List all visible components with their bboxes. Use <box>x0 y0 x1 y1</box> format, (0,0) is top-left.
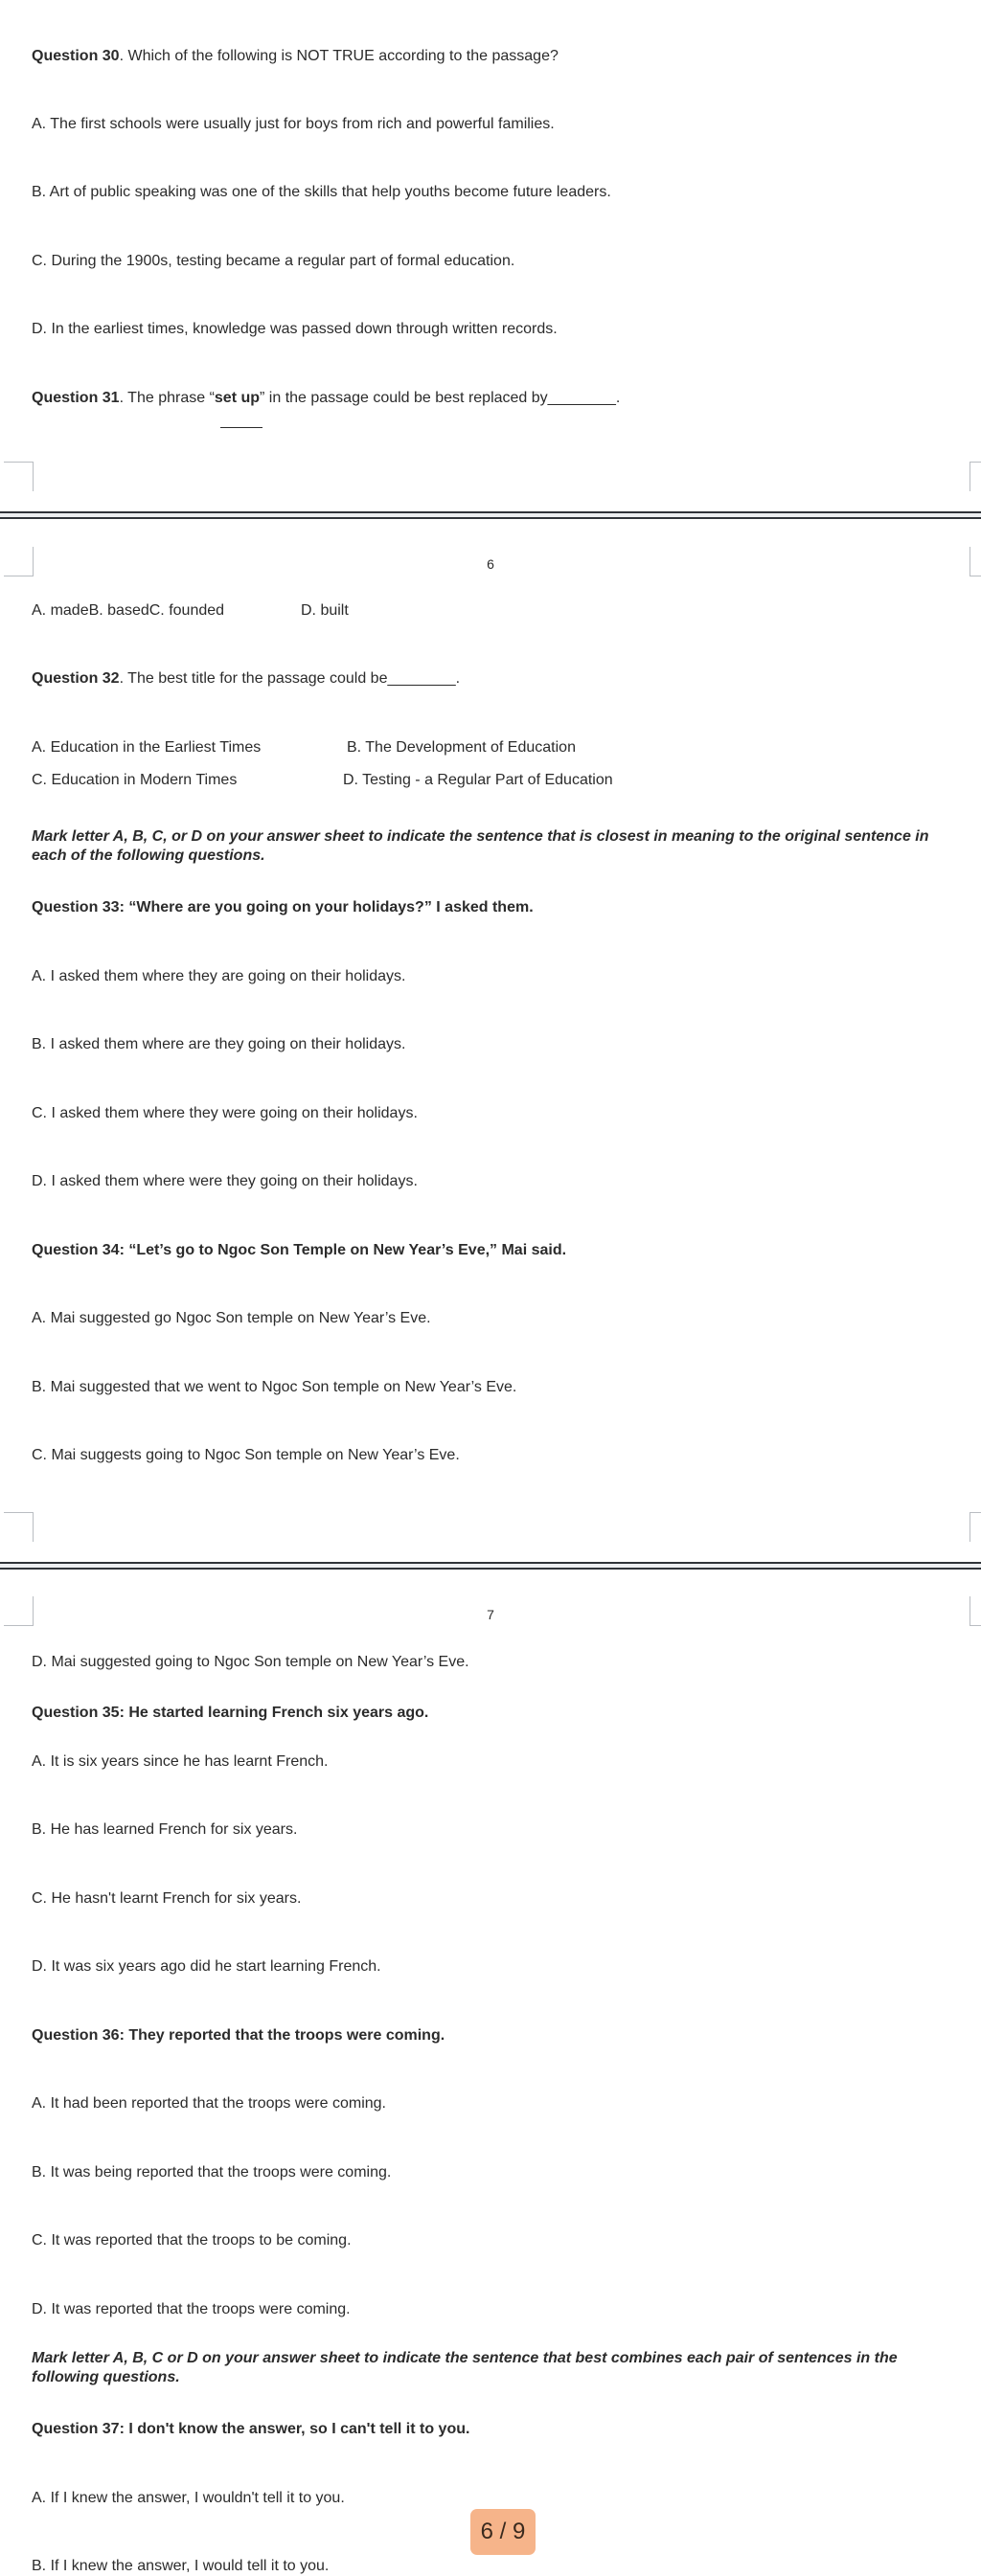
question-text: ” in the passage could be best replaced by________. <box>260 390 621 406</box>
q31-options-row <box>32 601 224 621</box>
page-corner-mark <box>970 462 981 491</box>
q34-option-b: B. Mai suggested that we went to Ngoc Son temple on New Year’s Eve. <box>32 1379 517 1395</box>
question-text: . The best title for the passage could be________. <box>119 670 461 687</box>
q31-option-a: A. made <box>32 602 89 619</box>
page-corner-mark <box>970 1512 981 1542</box>
question-34-title: Question 34: “Let’s go to Ngoc Son Temple on New Year’s Eve,” Mai said. <box>32 1242 567 1258</box>
question-32-title <box>32 669 460 689</box>
question-37-title: Question 37: I don't know the answer, so I can't tell it to you. <box>32 2421 470 2437</box>
question-phrase: set up <box>214 390 261 406</box>
blank-line <box>220 427 262 428</box>
q32-option-b: B. The Development of Education <box>347 739 576 756</box>
q32-option-c: C. Education in Modern Times <box>32 772 238 788</box>
q36-option-c: C. It was reported that the troops to be coming. <box>32 2232 352 2248</box>
q32-option-a: A. Education in the Earliest Times <box>32 739 262 756</box>
question-number: Question 32 <box>32 670 120 687</box>
q31-option-d: D. built <box>301 602 349 619</box>
q36-option-b: B. It was being reported that the troops were coming. <box>32 2164 392 2181</box>
q33-option-d: D. I asked them where were they going on their holidays. <box>32 1173 418 1189</box>
instruction-combine-sentences: Mark letter A, B, C or D on your answer sheet to indicate the sentence that best combines each pair of sentences in the following questions. <box>32 2350 898 2385</box>
question-35-title: Question 35: He started learning French six years ago. <box>32 1705 429 1721</box>
question-31-title <box>32 389 620 408</box>
question-30-title <box>32 47 559 66</box>
page-corner-mark <box>4 1512 34 1542</box>
q32-option-d: D. Testing - a Regular Part of Education <box>343 772 613 788</box>
question-number: Question 30 <box>32 48 120 64</box>
question-36-title: Question 36: They reported that the troops were coming. <box>32 2027 445 2044</box>
page-separator <box>0 511 981 519</box>
q37-option-b: B. If I knew the answer, I would tell it to you. <box>32 2558 330 2574</box>
q30-option-a: A. The first schools were usually just for boys from rich and powerful families. <box>32 116 555 132</box>
question-text: . Which of the following is NOT TRUE according to the passage? <box>119 48 559 64</box>
q36-option-d: D. It was reported that the troops were coming. <box>32 2301 351 2317</box>
q34-option-d: D. Mai suggested going to Ngoc Son temple on New Year’s Eve. <box>32 1654 469 1670</box>
page-corner-mark <box>4 462 34 491</box>
q33-option-b: B. I asked them where are they going on their holidays. <box>32 1036 406 1052</box>
q31-option-b: B. based <box>88 602 149 619</box>
q35-option-a: A. It is six years since he has learnt French. <box>32 1753 329 1770</box>
page-number: 7 <box>487 1607 494 1622</box>
q35-option-c: C. He hasn't learnt French for six years. <box>32 1890 302 1907</box>
q35-option-b: B. He has learned French for six years. <box>32 1821 298 1838</box>
q35-option-d: D. It was six years ago did he start learning French. <box>32 1958 381 1975</box>
page-separator <box>0 1562 981 1570</box>
q36-option-a: A. It had been reported that the troops were coming. <box>32 2095 386 2112</box>
question-text: . The phrase “ <box>119 390 215 406</box>
q30-option-d: D. In the earliest times, knowledge was passed down through written records. <box>32 321 558 337</box>
q34-option-a: A. Mai suggested go Ngoc Son temple on New Year’s Eve. <box>32 1310 431 1326</box>
page-indicator[interactable]: 6 / 9 <box>470 2509 536 2555</box>
q34-option-c: C. Mai suggests going to Ngoc Son temple on New Year’s Eve. <box>32 1447 460 1463</box>
instruction-closest-meaning: Mark letter A, B, C, or D on your answer sheet to indicate the sentence that is closest in meaning to the original sentence in each of the following questions. <box>32 828 929 864</box>
page-number: 6 <box>487 556 494 572</box>
question-33-title: Question 33: “Where are you going on your holidays?” I asked them. <box>32 899 534 915</box>
q30-option-b: B. Art of public speaking was one of the skills that help youths become future leaders. <box>32 184 611 200</box>
question-number: Question 31 <box>32 390 120 406</box>
q30-option-c: C. During the 1900s, testing became a regular part of formal education. <box>32 253 515 269</box>
q33-option-a: A. I asked them where they are going on their holidays. <box>32 968 406 984</box>
q33-option-c: C. I asked them where they were going on their holidays. <box>32 1105 418 1121</box>
q37-option-a: A. If I knew the answer, I wouldn't tell it to you. <box>32 2490 345 2506</box>
q31-option-c: C. founded <box>148 602 225 619</box>
